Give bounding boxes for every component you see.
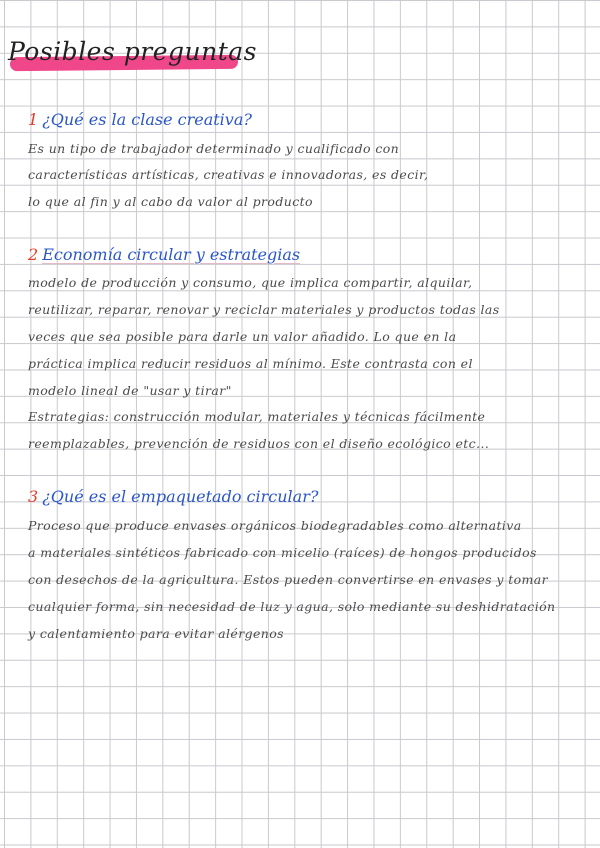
answer-1-line-3: lo que al fin y al cabo da valor al producto	[28, 194, 313, 209]
answer-2-line-2: reutilizar, reparar, renovar y reciclar materiales y productos todas las	[28, 302, 500, 317]
answer-3-line-5: y calentamiento para evitar alérgenos	[28, 626, 284, 641]
page-title-block	[8, 32, 257, 78]
question-1-heading	[28, 110, 252, 130]
answer-1-line-2: características artísticas, creativas e innovadoras, es decir,	[28, 167, 429, 182]
answer-2-line-1: modelo de producción y consumo, que implica compartir, alquilar,	[28, 275, 473, 290]
question-3-number: 3	[28, 487, 39, 506]
question-1-number: 1	[28, 110, 39, 129]
answer-3-line-3: con desechos de la agricultura. Estos pueden convertirse en envases y tomar	[28, 572, 549, 587]
answer-3-line-1: Proceso que produce envases orgánicos biodegradables como alternativa	[28, 518, 522, 533]
answer-2-line-4: práctica implica reducir residuos al mínimo. Este contrasta con el	[28, 356, 473, 371]
question-3-heading	[28, 487, 318, 507]
question-2-heading	[28, 245, 300, 265]
question-2-number: 2	[28, 245, 39, 264]
answer-2-line-6: Estrategias: construcción modular, materiales y técnicas fácilmente	[28, 409, 486, 424]
question-1-text: ¿Qué es la clase creativa?	[42, 110, 252, 129]
answer-2-line-5: modelo lineal de "usar y tirar"	[28, 383, 232, 398]
question-3-text: ¿Qué es el empaquetado circular?	[42, 487, 319, 506]
answer-1-line-1: Es un tipo de trabajador determinado y cualificado con	[28, 141, 400, 156]
page-title: Posibles preguntas	[8, 37, 257, 66]
answer-3-line-2: a materiales sintéticos fabricado con micelio (raíces) de hongos producidos	[28, 545, 537, 560]
answer-2-line-7: reemplazables, prevención de residuos con el diseño ecológico etc...	[28, 436, 490, 451]
answer-3-line-4: cualquier forma, sin necesidad de luz y agua, solo mediante su deshidratación	[28, 599, 556, 614]
question-2-text: Economía circular y estrategias	[42, 245, 301, 264]
answer-2-line-3: veces que sea posible para darle un valor añadido. Lo que en la	[28, 329, 457, 344]
